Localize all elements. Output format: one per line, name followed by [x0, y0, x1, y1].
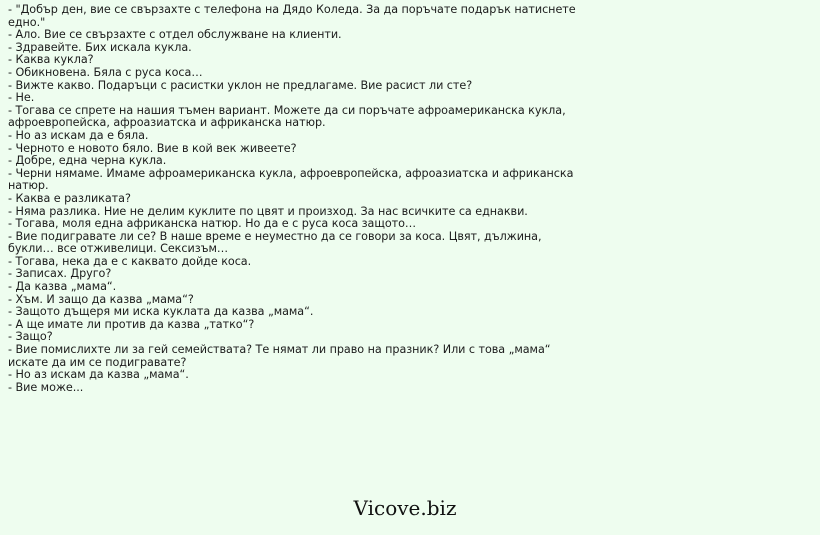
dialogue-line-2: - Ало. Вие се свързахте с отдел обслужване на клиенти. — [8, 28, 342, 42]
dialogue-line-1: - "Добър ден, вие се свързахте с телефона на Дядо Коледа. За да поръчате подарък натиснете едно." — [8, 3, 576, 29]
dialogue-line-4: - Каква кукла? — [8, 53, 94, 67]
dialogue-line-16: - Вие подигравате ли се? В наше време е неуместно да се говори за коса. Цвят, дължина, букли… все отживелици. Сексизъм… — [8, 229, 542, 256]
dialogue-line-24: - Вие помислихте ли за гей семействата? Те нямат ли право на празник? Или с това „мама“ искате да им се подигравате? — [8, 343, 551, 369]
dialogue-line-23: - Защо? — [8, 330, 53, 344]
dialogue-line-25: - Но аз искам да казва „мама“. — [8, 368, 189, 382]
dialogue-line-3: - Здравейте. Бих искала кукла. — [8, 40, 192, 54]
dialogue-line-13: - Каква е разликата? — [8, 191, 131, 205]
dialogue-line-5: - Обикновена. Бяла с руса коса… — [8, 65, 203, 79]
dialogue-line-12: - Черни нямаме. Имаме афроамериканска кукла, афроевропейска, афроазиатска и африканска натюр. — [8, 166, 574, 193]
dialogue-text — [8, 4, 586, 394]
dialogue-line-9: - Но аз искам да е бяла. — [8, 128, 149, 142]
dialogue-line-21: - Защото дъщеря ми иска куклата да казва „мама“. — [8, 305, 314, 319]
dialogue-line-26: - Вие може... — [8, 380, 84, 394]
site-watermark — [0, 496, 820, 520]
dialogue-line-18: - Записах. Друго? — [8, 267, 112, 281]
dialogue-line-15: - Тогава, моля една африканска натюр. Но да е с руса коса защото… — [8, 217, 417, 231]
dialogue-line-14: - Няма разлика. Ние не делим куклите по цвят и произход. За нас всичките са еднакви. — [8, 204, 528, 218]
dialogue-line-11: - Добре, една черна кукла. — [8, 154, 167, 168]
dialogue-line-20: - Хъм. И защо да казва „мама“? — [8, 292, 194, 306]
dialogue-line-17: - Тогава, нека да е с каквато дойде коса. — [8, 254, 252, 268]
dialogue-line-8: - Тогава се спрете на нашия тъмен вариант. Можете да си поръчате афроамериканска кукла, афроевропейска, афроазиатска и африканска натюр. — [8, 103, 566, 130]
dialogue-line-10: - Черното е новото бяло. Вие в кой век живеете? — [8, 141, 297, 155]
dialogue-line-6: - Вижте какво. Подаръци с расистки уклон не предлагаме. Вие расист ли сте? — [8, 78, 473, 92]
dialogue-line-7: - Не. — [8, 91, 35, 105]
site-watermark-text: Vicove.biz — [353, 496, 457, 520]
dialogue-line-19: - Да казва „мама“. — [8, 280, 117, 294]
dialogue-line-22: - А ще имате ли против да казва „татко“? — [8, 317, 255, 331]
